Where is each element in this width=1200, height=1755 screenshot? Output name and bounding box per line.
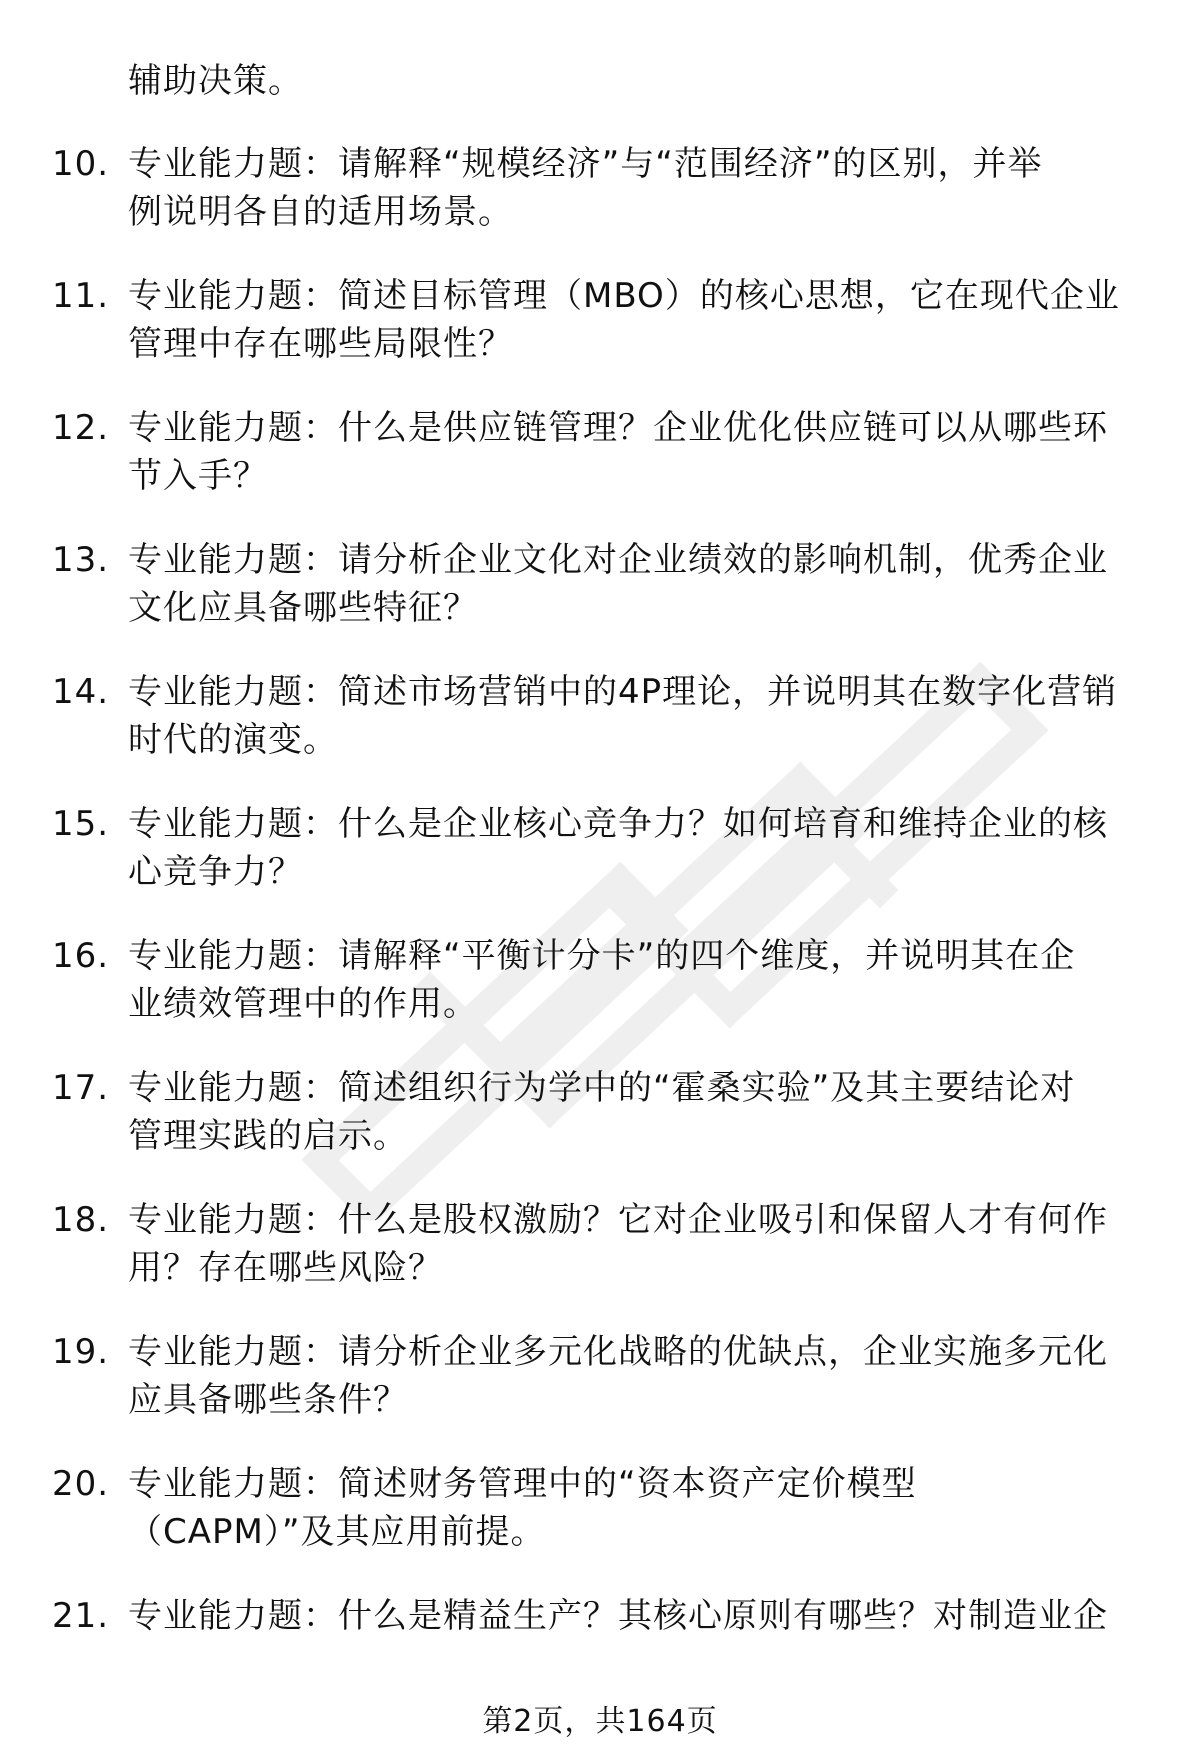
question-text-line: 专业能力题：请解释“平衡计分卡”的四个维度，并说明其在企 [128, 936, 1076, 976]
question-item [52, 536, 1162, 668]
question-number: 21. [52, 1596, 110, 1636]
question-number: 19. [52, 1332, 110, 1372]
question-text-line: （CAPM）”及其应用前提。 [128, 1512, 546, 1552]
question-number: 20. [52, 1464, 110, 1504]
question-number: 14. [52, 672, 110, 712]
question-text-line: 专业能力题：简述财务管理中的“资本资产定价模型 [128, 1464, 917, 1504]
question-text-line: 管理中存在哪些局限性？ [128, 324, 513, 364]
question-text-line: 专业能力题：什么是精益生产？其核心原则有哪些？对制造业企 [128, 1596, 1108, 1636]
question-text-line: 专业能力题：请分析企业多元化战略的优缺点，企业实施多元化 [128, 1332, 1108, 1372]
question-text-line: 节入手？ [128, 456, 268, 496]
continued-text: 辅助决策。 [128, 61, 303, 101]
question-text-line: 心竞争力？ [128, 852, 303, 892]
question-number: 18. [52, 1200, 110, 1240]
question-text-line: 专业能力题：请分析企业文化对企业绩效的影响机制，优秀企业 [128, 540, 1108, 580]
question-list [52, 140, 1162, 1724]
question-text-line: 文化应具备哪些特征？ [128, 588, 478, 628]
question-text-line: 专业能力题：什么是企业核心竞争力？如何培育和维持企业的核 [128, 804, 1108, 844]
question-text-line: 例说明各自的适用场景。 [128, 192, 513, 232]
question-text-line: 专业能力题：简述组织行为学中的“霍桑实验”及其主要结论对 [128, 1068, 1076, 1108]
question-text-line: 专业能力题：什么是股权激励？它对企业吸引和保留人才有何作 [128, 1200, 1108, 1240]
question-number: 13. [52, 540, 110, 580]
question-number: 17. [52, 1068, 110, 1108]
question-text-line: 专业能力题：请解释“规模经济”与“范围经济”的区别，并举 [128, 144, 1043, 184]
question-item [52, 932, 1162, 1064]
question-item [52, 272, 1162, 404]
question-item [52, 1196, 1162, 1328]
page-footer: 第2页，共164页 [482, 1704, 718, 1739]
question-text-line: 管理实践的启示。 [128, 1116, 408, 1156]
question-item [52, 800, 1162, 932]
question-text-line: 业绩效管理中的作用。 [128, 984, 478, 1024]
question-number: 12. [52, 408, 110, 448]
question-item [52, 1328, 1162, 1460]
question-text-line: 专业能力题：简述市场营销中的4P理论，并说明其在数字化营销 [128, 672, 1118, 712]
question-item [52, 1064, 1162, 1196]
question-item [52, 1460, 1162, 1592]
question-text-line: 应具备哪些条件？ [128, 1380, 408, 1420]
question-text-line: 专业能力题：简述目标管理（MBO）的核心思想，它在现代企业 [128, 276, 1120, 316]
question-number: 10. [52, 144, 110, 184]
question-item [52, 404, 1162, 536]
question-item [52, 140, 1162, 272]
question-text-line: 时代的演变。 [128, 720, 338, 760]
question-number: 11. [52, 276, 110, 316]
question-text-line: 专业能力题：什么是供应链管理？企业优化供应链可以从哪些环 [128, 408, 1108, 448]
question-item [52, 668, 1162, 800]
question-number: 16. [52, 936, 110, 976]
question-number: 15. [52, 804, 110, 844]
question-text-line: 用？存在哪些风险？ [128, 1248, 443, 1288]
